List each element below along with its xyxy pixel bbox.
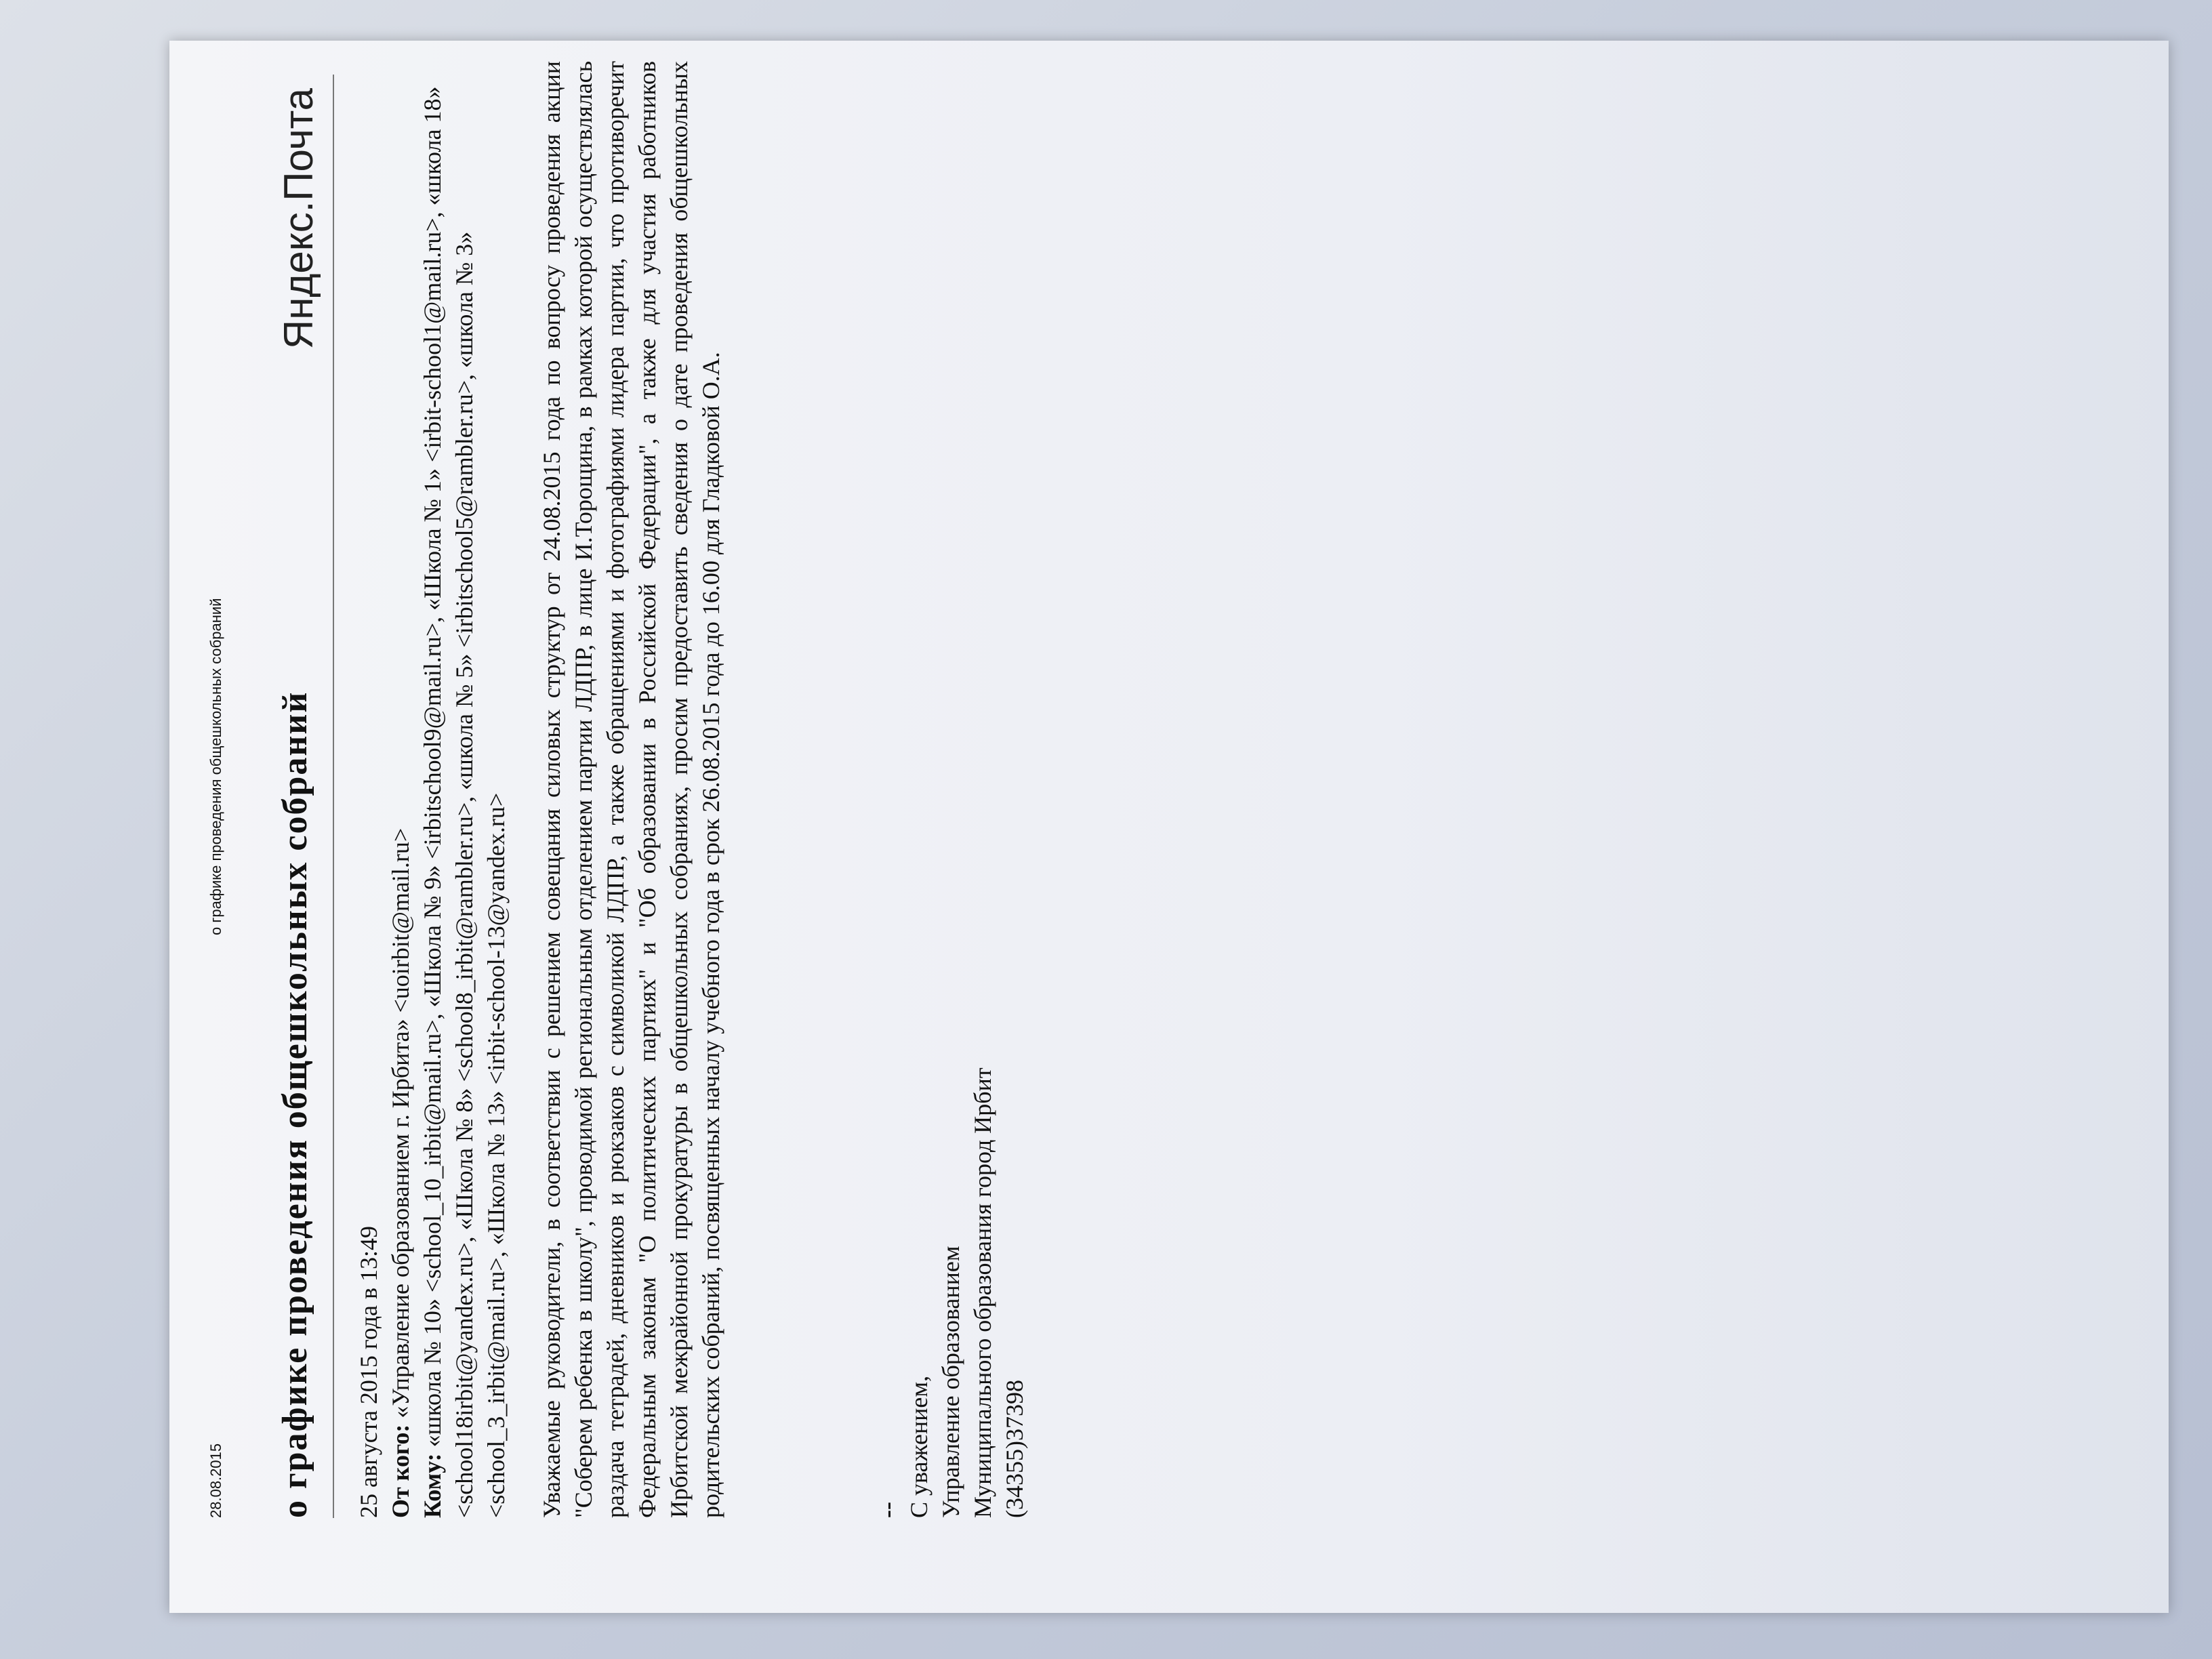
email-date: 25 августа 2015 года в 13:49	[355, 1226, 382, 1518]
from-value: «Управление образованием г. Ирбита» <uoirbit@mail.ru>	[387, 827, 414, 1418]
signature-line-3: Муниципального образования город Ирбит	[969, 1067, 996, 1518]
header-divider	[333, 75, 334, 1518]
brand-part1: Яндекс	[276, 212, 321, 350]
printed-page	[169, 41, 2169, 1613]
email-to	[417, 61, 512, 1518]
email-meta	[353, 61, 512, 1518]
print-header-subject: о графике проведения общешкольных собраний	[207, 598, 224, 935]
from-label: От кого:	[387, 1424, 414, 1518]
brand-dot: .	[276, 201, 321, 213]
email-from	[385, 61, 417, 1518]
page-content-rotated	[194, 41, 2159, 1545]
email-signature	[872, 298, 1031, 1518]
signature-phone: (34355)37398	[1001, 1380, 1028, 1518]
to-value: «школа № 10» <school_10_irbit@mail.ru>, «Школа № 9» <irbitschool9@mail.ru>, «Школа № 1» <irbit-school1@mail.ru>, «школа 18» <school18irbit@yandex.ru>, «Школа № 8» <school8_irbit@rambler.ru>, «школа № 5» <irbitschool5@rambler.ru>, «школа № 3» <school_3_irbit@mail.ru>, «Школа № 13» <irbit-school-13@yandex.ru>	[419, 86, 510, 1518]
brand-part2: Почта	[276, 88, 321, 201]
signature-separator: --	[874, 1502, 901, 1518]
email-body: Уважаемые руководители, в соответствии с решением совещания силовых структур от 24.08.2015 года по вопросу проведения акции "Соберем ребенка в школу", проводимой региональным отделением партии ЛДПР, в лице И.Торощина, в рамках которой осуществлялась раздача тетрадей, дневников и рюкзаков с символикой ЛДПР, а также обращениями и фотографиями лидера партии, что противоречит Федеральным законам "О политических партиях" и "Об образовании в Российской Федерации", а также для участия работников Ирбитской межрайонной прокуратуры в общешкольных собраниях, просим предоставить сведения о дате проведения общешкольных родительских собраний, посвященных началу учебного года в срок 26.08.2015 года до 16.00 для Гладковой О.А.	[538, 61, 724, 1518]
signature-line-1: С уважением,	[905, 1375, 933, 1518]
yandex-mail-logo	[275, 88, 322, 349]
print-date: 28.08.2015	[207, 1443, 224, 1518]
to-label: Кому:	[419, 1453, 446, 1518]
email-subject-title: о графике проведения общешкольных собраний	[276, 691, 314, 1518]
signature-line-2: Управление образованием	[937, 1246, 964, 1518]
